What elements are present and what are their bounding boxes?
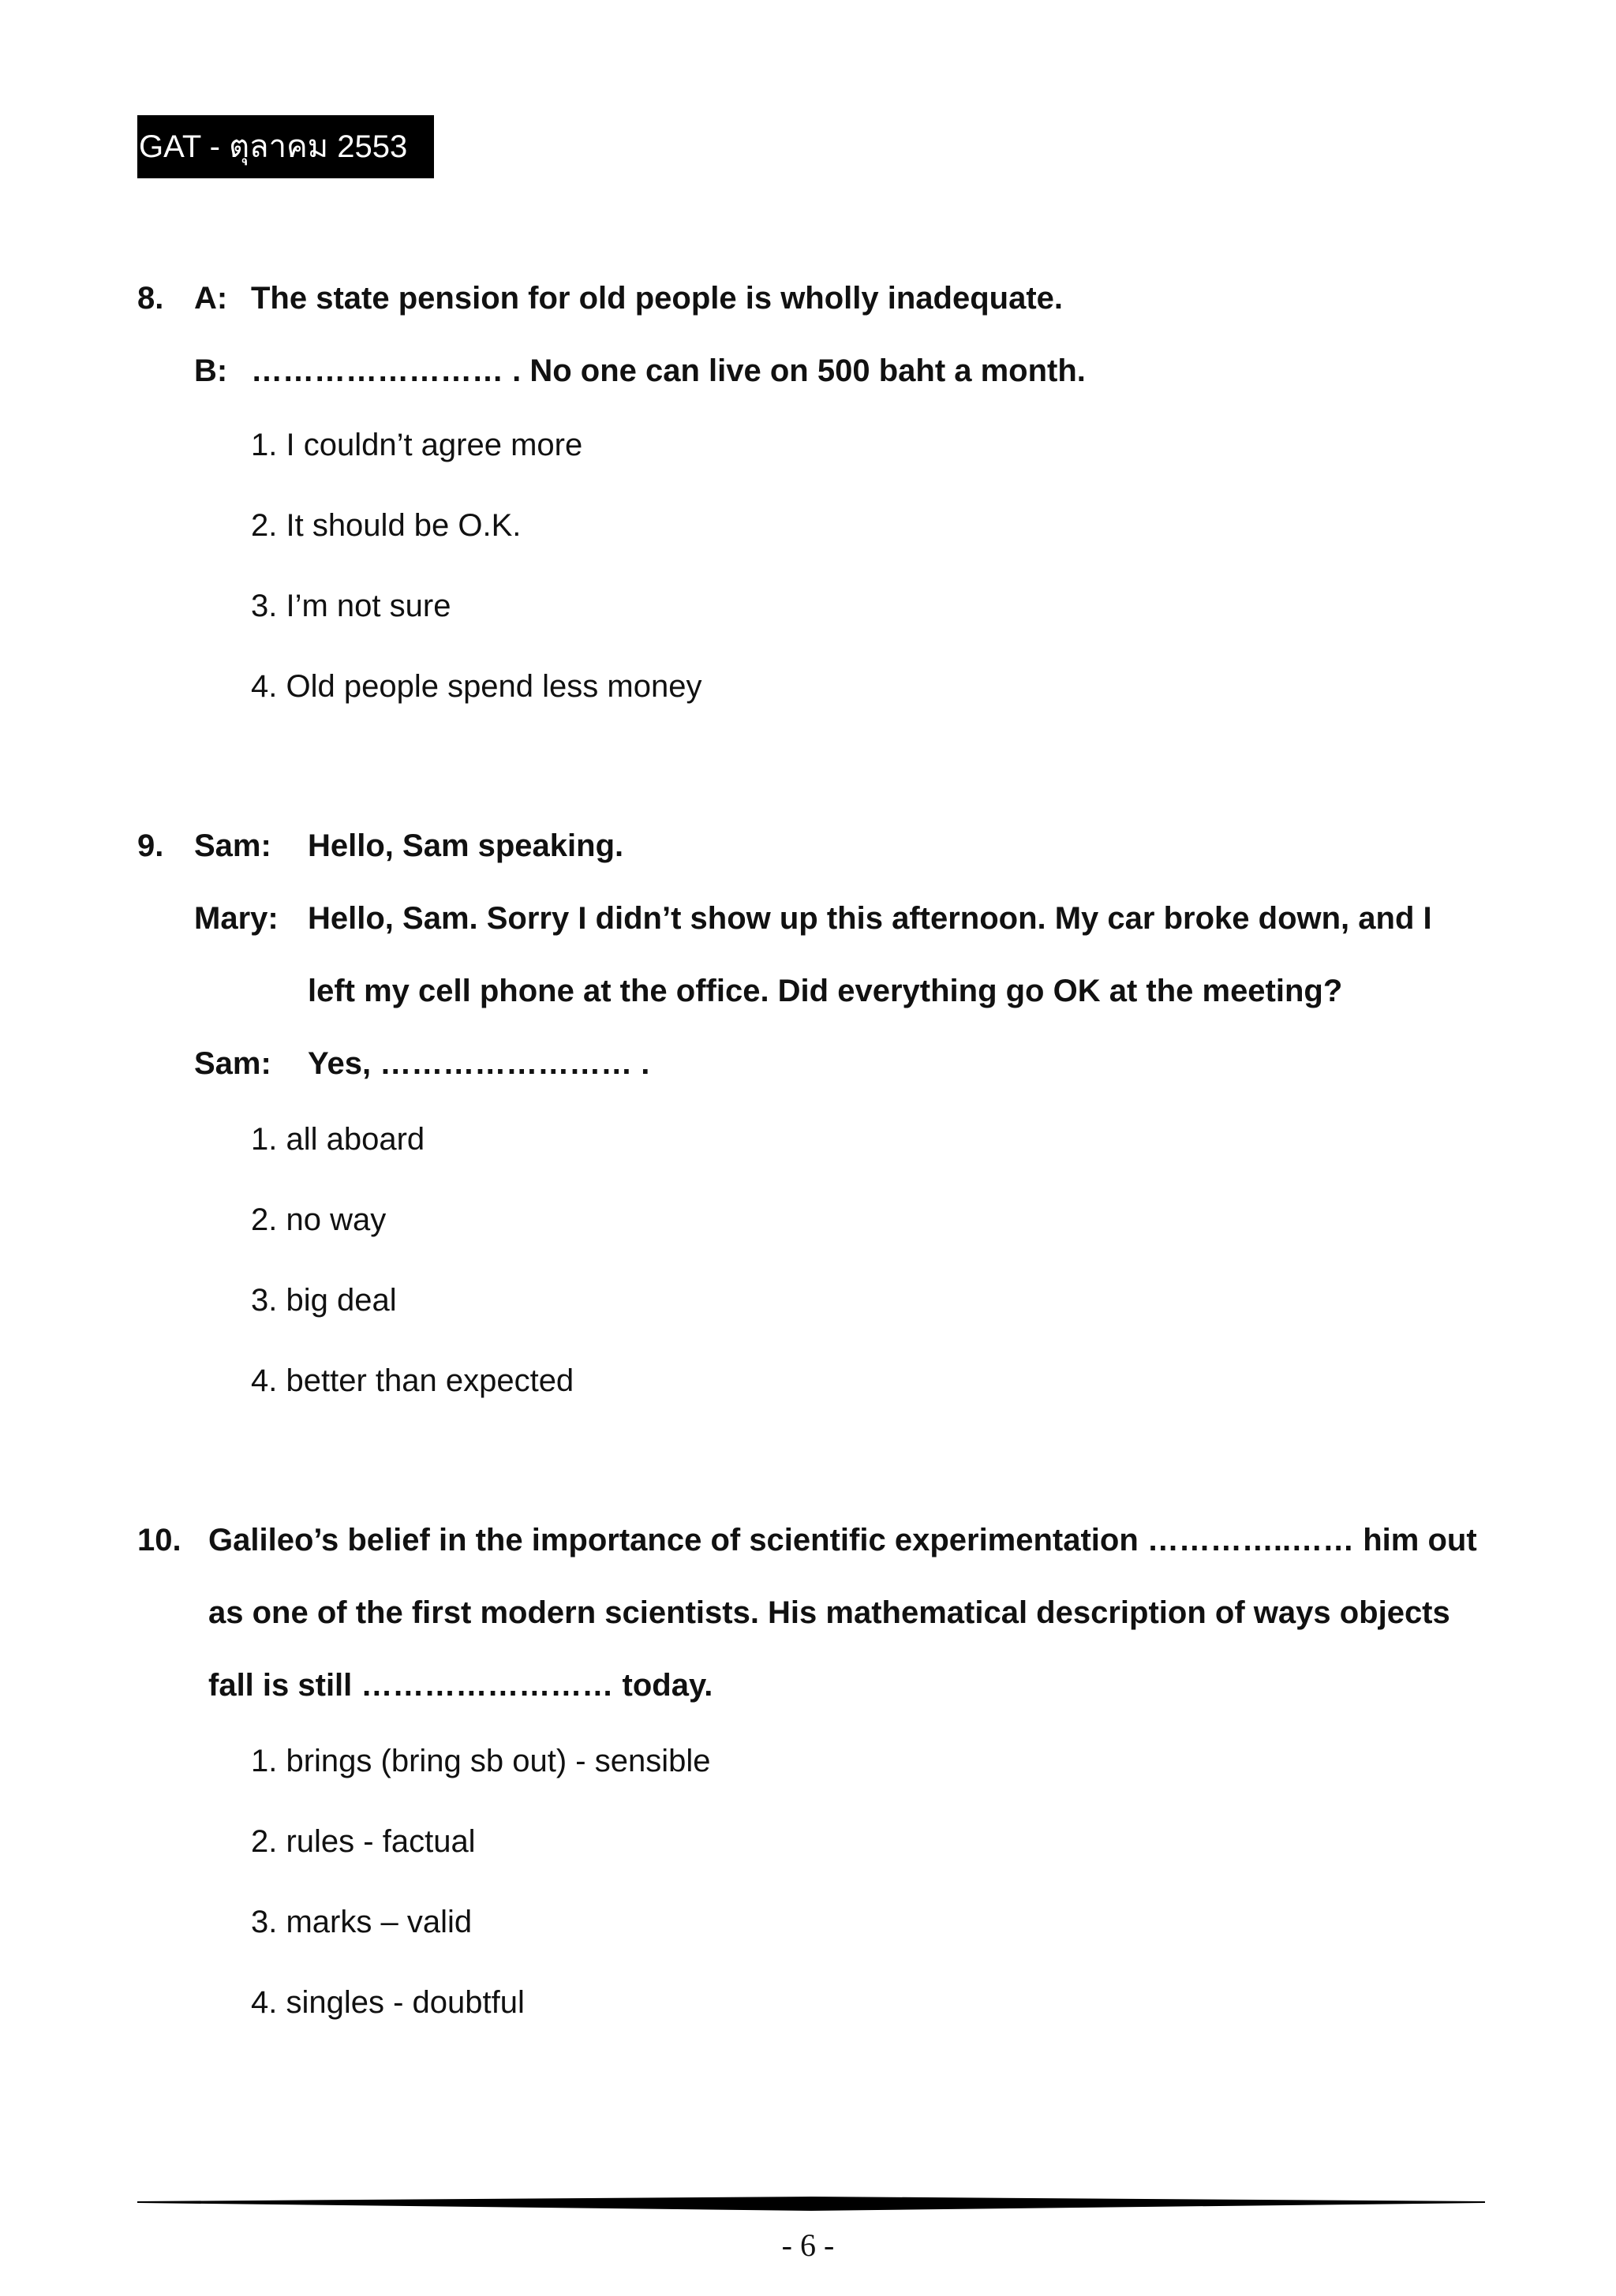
speaker-label: Sam: (194, 828, 271, 863)
question-number: 9. (137, 828, 164, 863)
answer-option: 4. singles - doubtful (251, 1985, 525, 2020)
answer-option: 3. marks – valid (251, 1905, 473, 1939)
dialogue-line: Hello, Sam. Sorry I didn’t show up this afternoon. My car broke down, and I (308, 901, 1432, 936)
speaker-label: Mary: (194, 901, 279, 936)
question-text: fall is still …………………… today. (208, 1668, 713, 1703)
answer-option: 2. It should be O.K. (251, 508, 522, 543)
answer-option: 4. Old people spend less money (251, 669, 702, 704)
question-number: 10. (137, 1523, 181, 1557)
page-number: - 6 - (781, 2227, 835, 2263)
answer-option: 4. better than expected (251, 1363, 574, 1398)
answer-option: 1. all aboard (251, 1122, 425, 1157)
dialogue-line: Yes, …………………… . (308, 1046, 650, 1081)
speaker-label: A: (194, 281, 228, 316)
speaker-label: B: (194, 353, 228, 388)
question-number: 8. (137, 281, 164, 316)
exam-header-badge: GAT - ตุลาคม 2553 (137, 115, 434, 178)
dialogue-line: Hello, Sam speaking. (308, 828, 624, 863)
dialogue-line: The state pension for old people is wholly inadequate. (251, 281, 1064, 316)
dialogue-line: …………………… . No one can live on 500 baht a month. (251, 353, 1086, 388)
answer-option: 2. rules - factual (251, 1824, 476, 1859)
question-text: as one of the first modern scientists. His mathematical description of ways objects (208, 1595, 1450, 1630)
footer-divider (137, 2193, 1485, 2212)
answer-option: 2. no way (251, 1202, 387, 1237)
speaker-label: Sam: (194, 1046, 271, 1081)
dialogue-line: left my cell phone at the office. Did everything go OK at the meeting? (308, 974, 1343, 1008)
answer-option: 1. brings (bring sb out) - sensible (251, 1744, 711, 1778)
answer-option: 3. I’m not sure (251, 589, 451, 623)
question-text: Galileo’s belief in the importance of scientific experimentation …………..…… him out (208, 1523, 1477, 1557)
answer-option: 1. I couldn’t agree more (251, 428, 583, 462)
answer-option: 3. big deal (251, 1283, 397, 1318)
